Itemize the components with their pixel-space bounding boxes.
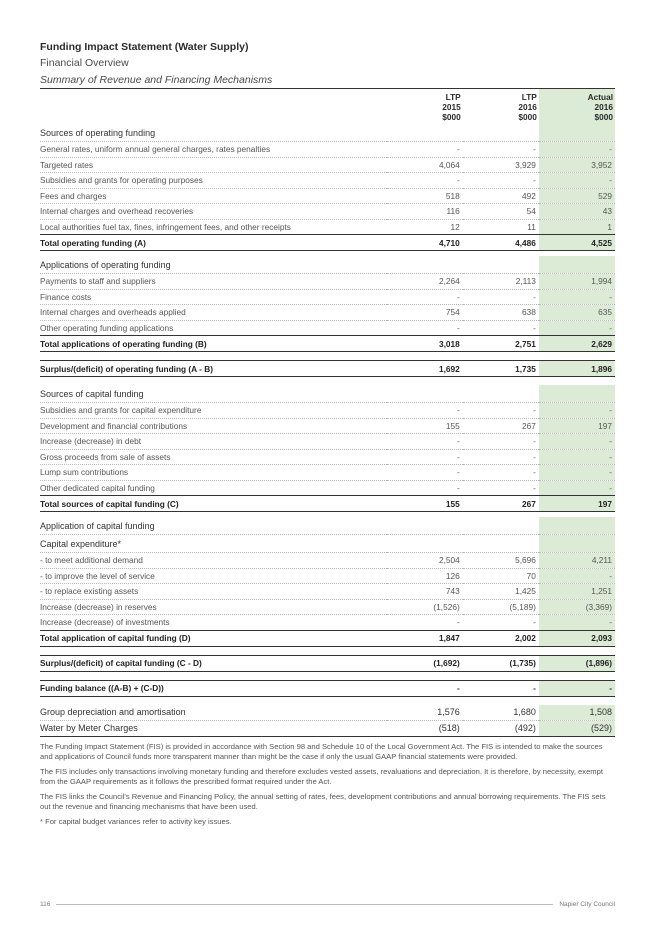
row-label: Surplus/(deficit) of capital funding (C - D) bbox=[40, 655, 387, 671]
value-ltp-2015: 1,692 bbox=[387, 361, 463, 377]
value-actual-2016: - bbox=[539, 434, 615, 450]
value-ltp-2016: 1,425 bbox=[463, 584, 539, 600]
page-footer bbox=[40, 899, 615, 909]
value-ltp-2016: 1,680 bbox=[463, 705, 539, 721]
value-actual-2016: 635 bbox=[539, 305, 615, 321]
total-row bbox=[40, 361, 615, 377]
value-ltp-2016: - bbox=[463, 173, 539, 189]
value-ltp-2016: 1,735 bbox=[463, 361, 539, 377]
table-row bbox=[40, 305, 615, 321]
value-ltp-2016: - bbox=[463, 142, 539, 158]
table-row bbox=[40, 434, 615, 450]
table-row bbox=[40, 553, 615, 569]
value-ltp-2016: - bbox=[463, 403, 539, 419]
value-ltp-2016 bbox=[463, 535, 539, 553]
value-ltp-2015 bbox=[387, 385, 463, 403]
table-row bbox=[40, 157, 615, 173]
spacer-row bbox=[40, 646, 615, 655]
value-ltp-2016: 638 bbox=[463, 305, 539, 321]
value-ltp-2015: - bbox=[387, 289, 463, 305]
value-actual-2016: - bbox=[539, 568, 615, 584]
page-title: Funding Impact Statement (Water Supply) bbox=[40, 41, 249, 53]
notes bbox=[40, 742, 615, 828]
header-actual-2016-line3: $000 bbox=[594, 112, 613, 122]
value-ltp-2015: - bbox=[387, 142, 463, 158]
value-ltp-2016: - bbox=[463, 289, 539, 305]
value-actual-2016: - bbox=[539, 173, 615, 189]
value-actual-2016: - bbox=[539, 289, 615, 305]
row-label: Group depreciation and amortisation bbox=[40, 705, 387, 721]
value-ltp-2015 bbox=[387, 535, 463, 553]
row-label: Local authorities fuel tax, fines, infringement fees, and other receipts bbox=[40, 219, 387, 235]
total-row bbox=[40, 496, 615, 512]
table-row bbox=[40, 418, 615, 434]
section-heading-row bbox=[40, 517, 615, 535]
value-ltp-2015: 1,576 bbox=[387, 705, 463, 721]
row-label: Internal charges and overhead recoveries bbox=[40, 204, 387, 220]
value-actual-2016: - bbox=[539, 320, 615, 336]
value-ltp-2015: 3,018 bbox=[387, 336, 463, 352]
value-ltp-2015: 743 bbox=[387, 584, 463, 600]
value-actual-2016 bbox=[539, 124, 615, 142]
value-ltp-2016: - bbox=[463, 449, 539, 465]
value-ltp-2015: (1,526) bbox=[387, 599, 463, 615]
section-heading-row bbox=[40, 535, 615, 553]
section-heading-row bbox=[40, 256, 615, 274]
table-row bbox=[40, 274, 615, 290]
value-actual-2016: 1,896 bbox=[539, 361, 615, 377]
value-actual-2016: 43 bbox=[539, 204, 615, 220]
row-label: Fees and charges bbox=[40, 188, 387, 204]
row-label: Total sources of capital funding (C) bbox=[40, 496, 387, 512]
row-label: - to improve the level of service bbox=[40, 568, 387, 584]
value-ltp-2015: 754 bbox=[387, 305, 463, 321]
total-row bbox=[40, 680, 615, 696]
value-ltp-2015: - bbox=[387, 465, 463, 481]
value-actual-2016: 1,251 bbox=[539, 584, 615, 600]
value-ltp-2015: 126 bbox=[387, 568, 463, 584]
value-ltp-2016: - bbox=[463, 434, 539, 450]
header-ltp-2016-line2: 2016 bbox=[518, 102, 537, 112]
value-actual-2016: 1 bbox=[539, 219, 615, 235]
row-label: Applications of operating funding bbox=[40, 256, 387, 274]
row-label: Internal charges and overheads applied bbox=[40, 305, 387, 321]
row-label: - to replace existing assets bbox=[40, 584, 387, 600]
value-ltp-2016: 70 bbox=[463, 568, 539, 584]
table-row bbox=[40, 599, 615, 615]
value-ltp-2015: 116 bbox=[387, 204, 463, 220]
value-ltp-2016: 3,929 bbox=[463, 157, 539, 173]
table-row bbox=[40, 720, 615, 736]
row-label: Subsidies and grants for capital expenditure bbox=[40, 403, 387, 419]
value-ltp-2015: 1,847 bbox=[387, 630, 463, 646]
value-ltp-2015: - bbox=[387, 615, 463, 631]
value-actual-2016: - bbox=[539, 480, 615, 496]
value-ltp-2015: - bbox=[387, 173, 463, 189]
total-row bbox=[40, 655, 615, 671]
value-actual-2016 bbox=[539, 256, 615, 274]
value-ltp-2016: - bbox=[463, 680, 539, 696]
value-actual-2016: 2,629 bbox=[539, 336, 615, 352]
header-actual-2016-line2: 2016 bbox=[594, 102, 613, 112]
header-ltp-2015-line1: LTP bbox=[445, 92, 461, 102]
spacer-cell bbox=[40, 352, 615, 361]
value-ltp-2015 bbox=[387, 256, 463, 274]
funding-impact-table bbox=[40, 89, 615, 737]
value-actual-2016: 197 bbox=[539, 496, 615, 512]
row-label: Payments to staff and suppliers bbox=[40, 274, 387, 290]
value-ltp-2015: 4,064 bbox=[387, 157, 463, 173]
spacer-cell bbox=[40, 696, 615, 705]
note-paragraph: The Funding Impact Statement (FIS) is provided in accordance with Section 98 and Schedule 10 of the Local Government Act. The FIS is intended to make the sources and applications of Council funds more transparent manner than might be the case if only the usual GAAP financial statements were provided. bbox=[40, 741, 603, 761]
value-ltp-2016: (5,189) bbox=[463, 599, 539, 615]
value-ltp-2015: - bbox=[387, 434, 463, 450]
row-label: Surplus/(deficit) of operating funding (A - B) bbox=[40, 361, 387, 377]
spacer-row bbox=[40, 671, 615, 680]
table-row bbox=[40, 173, 615, 189]
total-row bbox=[40, 235, 615, 251]
value-ltp-2015: - bbox=[387, 680, 463, 696]
table-row bbox=[40, 480, 615, 496]
table-header-row bbox=[40, 89, 615, 124]
table-row bbox=[40, 289, 615, 305]
row-label: Targeted rates bbox=[40, 157, 387, 173]
row-label: Water by Meter Charges bbox=[40, 720, 387, 736]
value-ltp-2015: (518) bbox=[387, 720, 463, 736]
value-actual-2016: 3,952 bbox=[539, 157, 615, 173]
value-ltp-2016: - bbox=[463, 465, 539, 481]
row-label: Other dedicated capital funding bbox=[40, 480, 387, 496]
value-ltp-2016 bbox=[463, 517, 539, 535]
value-ltp-2016: 54 bbox=[463, 204, 539, 220]
value-ltp-2016: (1,735) bbox=[463, 655, 539, 671]
spacer-row bbox=[40, 352, 615, 361]
value-ltp-2015: - bbox=[387, 480, 463, 496]
table-row bbox=[40, 188, 615, 204]
row-label: Subsidies and grants for operating purposes bbox=[40, 173, 387, 189]
value-ltp-2016 bbox=[463, 256, 539, 274]
value-ltp-2015: (1,692) bbox=[387, 655, 463, 671]
value-actual-2016: 1,508 bbox=[539, 705, 615, 721]
table-row bbox=[40, 584, 615, 600]
value-ltp-2015: - bbox=[387, 320, 463, 336]
row-label: - to meet additional demand bbox=[40, 553, 387, 569]
header-ltp-2016 bbox=[463, 89, 539, 124]
spacer-row bbox=[40, 377, 615, 386]
note-paragraph: The FIS includes only transactions involving monetary funding and therefore excludes vested assets, revaluations and depreciation. It is therefore, by necessity, exempt from the GAAP requirements as it follows the prescribed format required under the Act. bbox=[40, 766, 603, 786]
spacer-cell bbox=[40, 671, 615, 680]
value-actual-2016: - bbox=[539, 680, 615, 696]
row-label: Lump sum contributions bbox=[40, 465, 387, 481]
row-label: Total application of capital funding (D) bbox=[40, 630, 387, 646]
row-label: Increase (decrease) in debt bbox=[40, 434, 387, 450]
table-row bbox=[40, 219, 615, 235]
value-ltp-2015: - bbox=[387, 449, 463, 465]
value-ltp-2015: 155 bbox=[387, 418, 463, 434]
section-heading-row bbox=[40, 124, 615, 142]
page-subtitle: Financial Overview bbox=[40, 57, 129, 69]
value-ltp-2016: 492 bbox=[463, 188, 539, 204]
value-ltp-2016: 2,002 bbox=[463, 630, 539, 646]
value-ltp-2015: 4,710 bbox=[387, 235, 463, 251]
total-row bbox=[40, 336, 615, 352]
value-actual-2016: - bbox=[539, 403, 615, 419]
spacer-row bbox=[40, 696, 615, 705]
row-label: Capital expenditure* bbox=[40, 535, 387, 553]
value-ltp-2016: 2,113 bbox=[463, 274, 539, 290]
value-actual-2016: 197 bbox=[539, 418, 615, 434]
total-row bbox=[40, 630, 615, 646]
row-label: Increase (decrease) in reserves bbox=[40, 599, 387, 615]
header-ltp-2015-line3: $000 bbox=[442, 112, 461, 122]
table-row bbox=[40, 568, 615, 584]
value-actual-2016: 529 bbox=[539, 188, 615, 204]
header-ltp-2016-line3: $000 bbox=[518, 112, 537, 122]
value-ltp-2015: 155 bbox=[387, 496, 463, 512]
table-row bbox=[40, 142, 615, 158]
header-actual-2016 bbox=[539, 89, 615, 124]
value-ltp-2016: 267 bbox=[463, 418, 539, 434]
header-actual-2016-line1: Actual bbox=[587, 92, 613, 102]
value-ltp-2015: 2,504 bbox=[387, 553, 463, 569]
row-label: Development and financial contributions bbox=[40, 418, 387, 434]
value-actual-2016 bbox=[539, 385, 615, 403]
note-paragraph: The FIS links the Council's Revenue and Financing Policy, the annual setting of rates, fees, development contributions and annual borrowing requirements. The FIS sets out the revenue and financing mechanisms that have been used. bbox=[40, 791, 606, 811]
value-ltp-2015: 518 bbox=[387, 188, 463, 204]
section-title: Summary of Revenue and Financing Mechanisms bbox=[40, 72, 615, 89]
value-actual-2016: - bbox=[539, 449, 615, 465]
spacer-cell bbox=[40, 646, 615, 655]
row-label: Other operating funding applications bbox=[40, 320, 387, 336]
value-ltp-2016 bbox=[463, 385, 539, 403]
table-body bbox=[40, 124, 615, 736]
page-number: 116 bbox=[40, 900, 51, 908]
row-label: Funding balance ((A-B) + (C-D)) bbox=[40, 680, 387, 696]
row-label: Application of capital funding bbox=[40, 517, 387, 535]
value-ltp-2016: (492) bbox=[463, 720, 539, 736]
note-footnote: * For capital budget variances refer to activity key issues. bbox=[40, 816, 232, 826]
value-ltp-2015: 12 bbox=[387, 219, 463, 235]
value-actual-2016: - bbox=[539, 465, 615, 481]
row-label: Total operating funding (A) bbox=[40, 235, 387, 251]
header-blank bbox=[40, 89, 387, 124]
row-label: Sources of operating funding bbox=[40, 124, 387, 142]
value-ltp-2016: - bbox=[463, 320, 539, 336]
footer-divider bbox=[56, 904, 553, 905]
value-actual-2016: 4,525 bbox=[539, 235, 615, 251]
header-ltp-2015 bbox=[387, 89, 463, 124]
value-ltp-2016: 2,751 bbox=[463, 336, 539, 352]
value-ltp-2016: 4,486 bbox=[463, 235, 539, 251]
value-ltp-2016: - bbox=[463, 480, 539, 496]
table-row bbox=[40, 465, 615, 481]
value-ltp-2016: 5,696 bbox=[463, 553, 539, 569]
table-row bbox=[40, 449, 615, 465]
footer-organisation: Napier City Council bbox=[559, 900, 615, 908]
row-label: Sources of capital funding bbox=[40, 385, 387, 403]
row-label: Increase (decrease) of investments bbox=[40, 615, 387, 631]
table-row bbox=[40, 320, 615, 336]
spacer-cell bbox=[40, 377, 615, 386]
value-actual-2016: - bbox=[539, 142, 615, 158]
report-page bbox=[40, 40, 615, 831]
value-ltp-2015 bbox=[387, 124, 463, 142]
value-actual-2016: 1,994 bbox=[539, 274, 615, 290]
value-actual-2016: 2,093 bbox=[539, 630, 615, 646]
value-actual-2016: (1,896) bbox=[539, 655, 615, 671]
value-actual-2016: (529) bbox=[539, 720, 615, 736]
table-row bbox=[40, 705, 615, 721]
value-actual-2016 bbox=[539, 535, 615, 553]
value-actual-2016: (3,369) bbox=[539, 599, 615, 615]
row-label: Finance costs bbox=[40, 289, 387, 305]
value-ltp-2016: 267 bbox=[463, 496, 539, 512]
value-ltp-2015 bbox=[387, 517, 463, 535]
header-ltp-2015-line2: 2015 bbox=[442, 102, 461, 112]
table-row bbox=[40, 204, 615, 220]
value-actual-2016: 4,211 bbox=[539, 553, 615, 569]
table-row bbox=[40, 615, 615, 631]
value-ltp-2015: 2,264 bbox=[387, 274, 463, 290]
header-ltp-2016-line1: LTP bbox=[521, 92, 537, 102]
section-heading-row bbox=[40, 385, 615, 403]
row-label: General rates, uniform annual general charges, rates penalties bbox=[40, 142, 387, 158]
value-ltp-2016: 11 bbox=[463, 219, 539, 235]
value-ltp-2015: - bbox=[387, 403, 463, 419]
value-actual-2016 bbox=[539, 517, 615, 535]
row-label: Gross proceeds from sale of assets bbox=[40, 449, 387, 465]
value-actual-2016: - bbox=[539, 615, 615, 631]
value-ltp-2016: - bbox=[463, 615, 539, 631]
value-ltp-2016 bbox=[463, 124, 539, 142]
row-label: Total applications of operating funding (B) bbox=[40, 336, 387, 352]
table-row bbox=[40, 403, 615, 419]
